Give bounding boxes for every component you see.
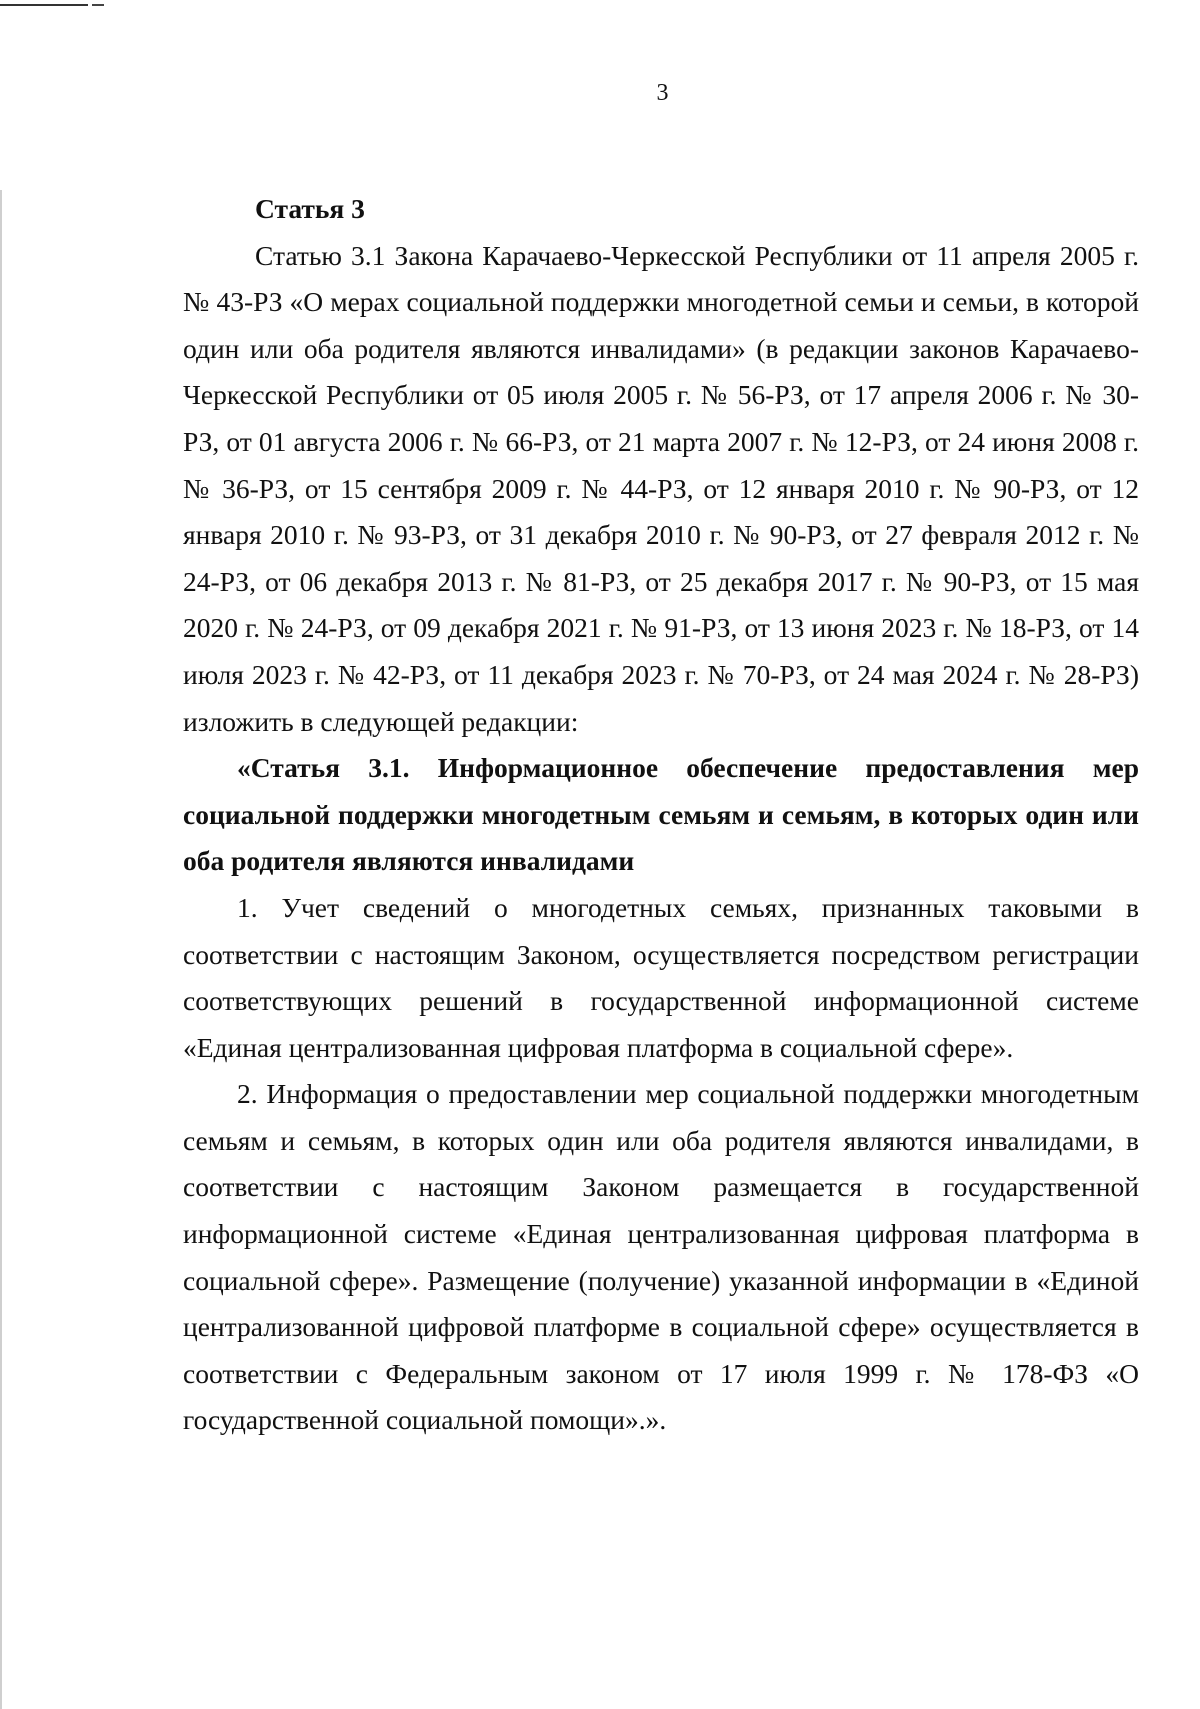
article-item-1: 1. Учет сведений о многодетных семьях, признанных таковыми в соответствии с настоящим Законом, осуществляется посредством регистрации соответствующих решений в государственной информационной системе «Единая централизованная цифровая платформа в социальной сфере».: [183, 891, 1139, 1063]
scan-artifact-line: [0, 4, 88, 6]
scan-artifact-line: [92, 4, 104, 6]
article-item-2: 2. Информация о предоставлении мер социальной поддержки многодетным семьям и семьям, в которых один или оба родителя являются инвалидами, в соответствии с настоящим Законом размещается в государственной информационной системе «Единая централизованная цифровая платформа в социальной сфере». Размещение (получение) указанной информации в «Единой централизованной цифровой платформе в социальной сфере» осуществляется в соответствии с Федеральным законом от 17 июля 1999 г. № 178-ФЗ «О государственной социальной помощи».».: [183, 1078, 1139, 1436]
scan-page-edge: [0, 190, 2, 1709]
page-number: 3: [656, 80, 669, 106]
document-body: [183, 186, 1139, 1444]
new-article-title: «Статья 3.1. Информационное обеспечение предоставления мер социальной поддержки многодетным семьям и семьям, в которых один или оба родителя являются инвалидами: [183, 752, 1139, 877]
article-intro-paragraph: Статью 3.1 Закона Карачаево-Черкесской Республики от 11 апреля 2005 г. № 43-РЗ «О мерах социальной поддержки многодетной семьи и семьи, в которой один или оба родителя являются инвалидами» (в редакции законов Карачаево-Черкесской Республики от 05 июля 2005 г. № 56-РЗ, от 17 апреля 2006 г. № 30-РЗ, от 01 августа 2006 г. № 66-РЗ, от 21 марта 2007 г. № 12-РЗ, от 24 июня 2008 г. № 36-РЗ, от 15 сентября 2009 г. № 44-РЗ, от 12 января 2010 г. № 90-РЗ, от 12 января 2010 г. № 93-РЗ, от 31 декабря 2010 г. № 90-РЗ, от 27 февраля 2012 г. № 24-РЗ, от 06 декабря 2013 г. № 81-РЗ, от 25 декабря 2017 г. № 90-РЗ, от 15 мая 2020 г. № 24-РЗ, от 09 декабря 2021 г. № 91-РЗ, от 13 июня 2023 г. № 18-РЗ, от 14 июля 2023 г. № 42-РЗ, от 11 декабря 2023 г. № 70-РЗ, от 24 мая 2024 г. № 28-РЗ) изложить в следующей редакции:: [183, 239, 1139, 737]
article-heading: Статья 3: [255, 193, 365, 224]
